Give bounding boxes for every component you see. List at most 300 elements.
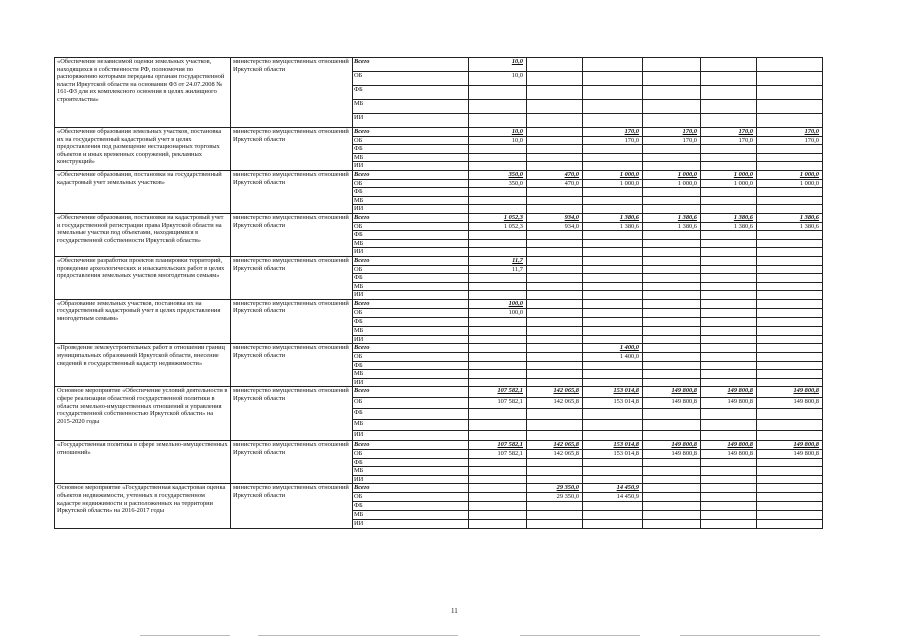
scan-artifact-line xyxy=(680,635,820,636)
executor-cell: министерство имущественных отношений Иркутской области xyxy=(231,387,353,441)
amount-cell xyxy=(583,248,643,257)
amount-cell: 1 000,0 xyxy=(701,170,757,179)
amount-cell xyxy=(701,100,757,114)
amount-cell: 10,0 xyxy=(469,128,527,137)
amount-cell xyxy=(469,145,527,154)
amount-cell xyxy=(583,274,643,283)
amount-cell: 1 400,0 xyxy=(583,353,643,362)
funding-source-cell: ОБ xyxy=(353,72,469,86)
amount-cell xyxy=(583,361,643,370)
amount-cell xyxy=(701,196,757,205)
amount-cell xyxy=(701,274,757,283)
amount-cell: 142 065,8 xyxy=(527,398,583,409)
amount-cell xyxy=(701,378,757,387)
amount-cell xyxy=(701,520,757,529)
amount-cell xyxy=(757,361,823,370)
funding-source-cell: МБ xyxy=(353,467,469,476)
amount-cell xyxy=(757,188,823,197)
amount-cell xyxy=(469,239,527,248)
amount-cell: 11,7 xyxy=(469,265,527,274)
amount-cell xyxy=(527,308,583,317)
amount-cell xyxy=(583,265,643,274)
executor-cell: министерство имущественных отношений Иркутской области xyxy=(231,256,353,299)
amount-cell xyxy=(757,420,823,431)
amount-cell xyxy=(469,484,527,493)
amount-cell xyxy=(527,188,583,197)
amount-cell xyxy=(643,361,701,370)
amount-cell xyxy=(469,378,527,387)
amount-cell xyxy=(469,282,527,291)
amount-cell xyxy=(527,282,583,291)
funding-source-cell: ФБ xyxy=(353,231,469,240)
amount-cell xyxy=(469,114,527,128)
amount-cell xyxy=(527,114,583,128)
funding-source-cell: ОБ xyxy=(353,179,469,188)
amount-cell xyxy=(469,511,527,520)
amount-cell xyxy=(583,196,643,205)
amount-cell xyxy=(469,458,527,467)
amount-cell xyxy=(527,72,583,86)
amount-cell xyxy=(701,58,757,72)
amount-cell xyxy=(527,291,583,300)
amount-cell xyxy=(643,231,701,240)
amount-cell xyxy=(583,317,643,326)
activity-name-cell: «Обеспечение образования, постановки на кадастровый учет и государственной регистрации права Иркутской области на земельные участки под объектами, находящимися в государственной собственности Иркутской области» xyxy=(55,213,231,256)
amount-cell xyxy=(583,282,643,291)
amount-cell xyxy=(643,353,701,362)
funding-source-cell: ИИ xyxy=(353,291,469,300)
amount-cell xyxy=(643,153,701,162)
amount-cell xyxy=(643,378,701,387)
funding-source-cell: МБ xyxy=(353,153,469,162)
amount-cell xyxy=(643,326,701,335)
table-row xyxy=(55,128,823,137)
scan-artifact-line xyxy=(140,635,230,636)
amount-cell xyxy=(469,502,527,511)
amount-cell xyxy=(469,231,527,240)
amount-cell: 170,0 xyxy=(643,136,701,145)
amount-cell: 1 000,0 xyxy=(583,179,643,188)
amount-cell xyxy=(643,282,701,291)
amount-cell xyxy=(643,86,701,100)
amount-cell: 153 014,8 xyxy=(583,441,643,450)
amount-cell xyxy=(469,153,527,162)
funding-source-cell: ИИ xyxy=(353,431,469,441)
activity-name-cell: «Обеспечение образования земельных участков, постановка их на государственный кадастровый учет в целях предоставления под размещение нестационарных торговых объектов и иных временных сооружений, рекламных конструкций» xyxy=(55,128,231,171)
amount-cell xyxy=(583,162,643,171)
amount-cell xyxy=(527,409,583,420)
amount-cell xyxy=(643,58,701,72)
amount-cell: 153 014,8 xyxy=(583,387,643,398)
amount-cell xyxy=(757,100,823,114)
amount-cell: 14 450,9 xyxy=(583,493,643,502)
funding-source-cell: МБ xyxy=(353,511,469,520)
amount-cell xyxy=(583,458,643,467)
amount-cell xyxy=(469,188,527,197)
executor-cell: министерство имущественных отношений Иркутской области xyxy=(231,299,353,344)
table-row xyxy=(55,344,823,353)
amount-cell xyxy=(701,326,757,335)
amount-cell xyxy=(527,239,583,248)
amount-cell xyxy=(701,361,757,370)
amount-cell xyxy=(701,162,757,171)
amount-cell: 1 000,0 xyxy=(643,170,701,179)
amount-cell xyxy=(583,335,643,344)
funding-source-cell: МБ xyxy=(353,239,469,248)
amount-cell xyxy=(527,511,583,520)
amount-cell xyxy=(469,467,527,476)
funding-source-cell: ОБ xyxy=(353,308,469,317)
table-row xyxy=(55,484,823,493)
amount-cell: 350,0 xyxy=(469,179,527,188)
amount-cell xyxy=(583,153,643,162)
amount-cell xyxy=(757,274,823,283)
amount-cell xyxy=(583,511,643,520)
amount-cell xyxy=(701,299,757,308)
amount-cell xyxy=(583,299,643,308)
amount-cell: 149 800,8 xyxy=(701,450,757,459)
amount-cell xyxy=(701,291,757,300)
amount-cell: 107 582,1 xyxy=(469,387,527,398)
amount-cell xyxy=(701,231,757,240)
amount-cell: 149 800,8 xyxy=(757,450,823,459)
amount-cell xyxy=(701,344,757,353)
amount-cell xyxy=(757,291,823,300)
amount-cell xyxy=(643,72,701,86)
amount-cell xyxy=(583,520,643,529)
amount-cell xyxy=(643,205,701,214)
funding-source-cell: МБ xyxy=(353,100,469,114)
amount-cell xyxy=(757,317,823,326)
funding-source-cell: Всего xyxy=(353,344,469,353)
amount-cell xyxy=(527,317,583,326)
table-row xyxy=(55,170,823,179)
amount-cell xyxy=(701,153,757,162)
amount-cell xyxy=(469,100,527,114)
amount-cell xyxy=(757,431,823,441)
amount-cell: 1 000,0 xyxy=(757,179,823,188)
amount-cell xyxy=(701,72,757,86)
amount-cell xyxy=(469,86,527,100)
funding-source-cell: ОБ xyxy=(353,353,469,362)
funding-source-cell: Всего xyxy=(353,299,469,308)
amount-cell xyxy=(583,72,643,86)
amount-cell xyxy=(757,409,823,420)
amount-cell xyxy=(757,502,823,511)
executor-cell: министерство имущественных отношений Иркутской области xyxy=(231,58,353,128)
amount-cell xyxy=(757,256,823,265)
amount-cell: 1 380,6 xyxy=(643,213,701,222)
amount-cell: 149 800,8 xyxy=(757,441,823,450)
amount-cell xyxy=(583,370,643,379)
amount-cell xyxy=(469,291,527,300)
activity-name-cell: «Обеспечение независимой оценки земельных участков, находящихся в собственности РФ, полномочия по распоряжению которыми переданы органам государственной власти Иркутской области на основании ФЗ от 24.07.2008 № 161-ФЗ для их комплексного освоения в целях жилищного строительства» xyxy=(55,58,231,128)
amount-cell xyxy=(643,265,701,274)
amount-cell xyxy=(757,344,823,353)
amount-cell xyxy=(701,502,757,511)
amount-cell xyxy=(701,335,757,344)
funding-source-cell: ОБ xyxy=(353,450,469,459)
amount-cell xyxy=(701,511,757,520)
amount-cell: 1 380,6 xyxy=(643,222,701,231)
amount-cell: 149 800,8 xyxy=(701,387,757,398)
funding-source-cell: ФБ xyxy=(353,274,469,283)
amount-cell xyxy=(527,86,583,100)
amount-cell xyxy=(583,409,643,420)
amount-cell xyxy=(527,153,583,162)
amount-cell xyxy=(583,502,643,511)
funding-source-cell: ФБ xyxy=(353,458,469,467)
funding-source-cell: Всего xyxy=(353,213,469,222)
amount-cell: 149 800,8 xyxy=(757,387,823,398)
amount-cell xyxy=(701,431,757,441)
amount-cell: 170,0 xyxy=(701,136,757,145)
funding-source-cell: ФБ xyxy=(353,188,469,197)
amount-cell xyxy=(527,136,583,145)
amount-cell xyxy=(643,145,701,154)
amount-cell xyxy=(527,58,583,72)
amount-cell: 149 800,8 xyxy=(643,450,701,459)
amount-cell xyxy=(757,493,823,502)
amount-cell: 149 800,8 xyxy=(757,398,823,409)
amount-cell xyxy=(583,326,643,335)
amount-cell xyxy=(757,162,823,171)
amount-cell xyxy=(757,484,823,493)
amount-cell xyxy=(643,420,701,431)
amount-cell xyxy=(643,299,701,308)
amount-cell xyxy=(757,196,823,205)
table-row xyxy=(55,58,823,72)
amount-cell: 1 380,6 xyxy=(757,222,823,231)
amount-cell xyxy=(757,467,823,476)
amount-cell xyxy=(527,378,583,387)
amount-cell xyxy=(701,353,757,362)
funding-source-cell: ИИ xyxy=(353,114,469,128)
amount-cell: 10,0 xyxy=(469,136,527,145)
amount-cell xyxy=(701,409,757,420)
amount-cell xyxy=(701,145,757,154)
amount-cell xyxy=(757,326,823,335)
amount-cell xyxy=(643,335,701,344)
amount-cell xyxy=(643,291,701,300)
amount-cell xyxy=(527,502,583,511)
amount-cell: 1 380,6 xyxy=(583,213,643,222)
amount-cell xyxy=(469,420,527,431)
amount-cell: 1 000,0 xyxy=(583,170,643,179)
amount-cell xyxy=(757,511,823,520)
executor-cell: министерство имущественных отношений Иркутской области xyxy=(231,441,353,484)
funding-source-cell: ОБ xyxy=(353,136,469,145)
amount-cell xyxy=(757,458,823,467)
budget-table xyxy=(54,57,823,529)
amount-cell xyxy=(583,475,643,484)
amount-cell: 142 065,8 xyxy=(527,441,583,450)
amount-cell xyxy=(701,308,757,317)
amount-cell: 170,0 xyxy=(757,136,823,145)
amount-cell xyxy=(469,248,527,257)
amount-cell xyxy=(757,353,823,362)
amount-cell xyxy=(643,248,701,257)
amount-cell xyxy=(757,299,823,308)
amount-cell xyxy=(701,282,757,291)
amount-cell xyxy=(469,475,527,484)
amount-cell: 170,0 xyxy=(643,128,701,137)
amount-cell xyxy=(701,370,757,379)
amount-cell xyxy=(527,256,583,265)
amount-cell xyxy=(643,162,701,171)
funding-source-cell: МБ xyxy=(353,420,469,431)
amount-cell xyxy=(757,248,823,257)
amount-cell xyxy=(527,353,583,362)
funding-source-cell: Всего xyxy=(353,484,469,493)
funding-source-cell: МБ xyxy=(353,326,469,335)
amount-cell: 470,0 xyxy=(527,170,583,179)
amount-cell xyxy=(469,335,527,344)
amount-cell: 14 450,9 xyxy=(583,484,643,493)
amount-cell xyxy=(583,205,643,214)
amount-cell xyxy=(527,196,583,205)
amount-cell: 153 014,8 xyxy=(583,450,643,459)
funding-source-cell: ФБ xyxy=(353,361,469,370)
amount-cell xyxy=(469,326,527,335)
amount-cell xyxy=(643,274,701,283)
amount-cell: 1 380,6 xyxy=(583,222,643,231)
table-row xyxy=(55,387,823,398)
amount-cell xyxy=(469,317,527,326)
table-row xyxy=(55,441,823,450)
funding-source-cell: МБ xyxy=(353,282,469,291)
funding-source-cell: ФБ xyxy=(353,317,469,326)
activity-name-cell: «Образование земельных участков, постановка их на государственный кадастровый учет в целях предоставления многодетным семьям» xyxy=(55,299,231,344)
amount-cell xyxy=(701,205,757,214)
amount-cell: 170,0 xyxy=(583,136,643,145)
amount-cell xyxy=(583,145,643,154)
amount-cell xyxy=(643,114,701,128)
amount-cell xyxy=(583,100,643,114)
amount-cell xyxy=(701,114,757,128)
funding-source-cell: ИИ xyxy=(353,205,469,214)
budget-table-body xyxy=(55,58,823,529)
amount-cell xyxy=(757,265,823,274)
funding-source-cell: ИИ xyxy=(353,335,469,344)
amount-cell: 170,0 xyxy=(583,128,643,137)
executor-cell: министерство имущественных отношений Иркутской области xyxy=(231,213,353,256)
funding-source-cell: ИИ xyxy=(353,475,469,484)
amount-cell xyxy=(701,484,757,493)
amount-cell xyxy=(701,86,757,100)
amount-cell: 11,7 xyxy=(469,256,527,265)
amount-cell xyxy=(757,475,823,484)
amount-cell xyxy=(701,188,757,197)
amount-cell xyxy=(469,205,527,214)
activity-name-cell: «Обеспечение образования, постановки на государственный кадастровый учет земельных участков» xyxy=(55,170,231,213)
amount-cell: 29 350,0 xyxy=(527,484,583,493)
amount-cell xyxy=(701,458,757,467)
amount-cell xyxy=(757,153,823,162)
amount-cell xyxy=(527,344,583,353)
amount-cell: 10,0 xyxy=(469,72,527,86)
amount-cell xyxy=(643,239,701,248)
amount-cell xyxy=(643,493,701,502)
amount-cell xyxy=(583,420,643,431)
amount-cell xyxy=(757,378,823,387)
amount-cell xyxy=(583,114,643,128)
executor-cell: министерство имущественных отношений Иркутской области xyxy=(231,170,353,213)
amount-cell xyxy=(757,370,823,379)
executor-cell: министерство имущественных отношений Иркутской области xyxy=(231,344,353,387)
amount-cell xyxy=(701,265,757,274)
amount-cell xyxy=(643,308,701,317)
amount-cell xyxy=(757,282,823,291)
amount-cell xyxy=(643,458,701,467)
funding-source-cell: ОБ xyxy=(353,265,469,274)
funding-source-cell: ФБ xyxy=(353,502,469,511)
amount-cell: 100,0 xyxy=(469,308,527,317)
amount-cell xyxy=(583,467,643,476)
amount-cell xyxy=(701,467,757,476)
amount-cell: 107 582,1 xyxy=(469,398,527,409)
amount-cell: 1 380,6 xyxy=(701,213,757,222)
funding-source-cell: Всего xyxy=(353,441,469,450)
amount-cell: 29 350,0 xyxy=(527,493,583,502)
amount-cell xyxy=(643,188,701,197)
amount-cell xyxy=(643,256,701,265)
amount-cell xyxy=(469,493,527,502)
amount-cell: 1 000,0 xyxy=(643,179,701,188)
amount-cell xyxy=(469,409,527,420)
amount-cell xyxy=(469,274,527,283)
amount-cell xyxy=(757,86,823,100)
amount-cell xyxy=(757,335,823,344)
amount-cell xyxy=(701,256,757,265)
page-number: 11 xyxy=(451,607,458,615)
amount-cell xyxy=(583,256,643,265)
executor-cell: министерство имущественных отношений Иркутской области xyxy=(231,128,353,171)
amount-cell: 107 582,1 xyxy=(469,450,527,459)
funding-source-cell: ОБ xyxy=(353,493,469,502)
scan-artifact-line xyxy=(258,635,458,636)
amount-cell xyxy=(701,493,757,502)
amount-cell xyxy=(527,205,583,214)
amount-cell: 470,0 xyxy=(527,179,583,188)
amount-cell xyxy=(701,475,757,484)
amount-cell: 149 800,8 xyxy=(643,398,701,409)
amount-cell xyxy=(701,420,757,431)
table-row xyxy=(55,213,823,222)
executor-cell: министерство имущественных отношений Иркутской области xyxy=(231,484,353,529)
amount-cell xyxy=(583,58,643,72)
amount-cell xyxy=(469,353,527,362)
amount-cell: 934,0 xyxy=(527,213,583,222)
amount-cell: 934,0 xyxy=(527,222,583,231)
amount-cell xyxy=(757,114,823,128)
amount-cell xyxy=(643,520,701,529)
amount-cell xyxy=(583,378,643,387)
funding-source-cell: Всего xyxy=(353,256,469,265)
amount-cell: 10,0 xyxy=(469,58,527,72)
amount-cell xyxy=(583,431,643,441)
amount-cell xyxy=(583,231,643,240)
funding-source-cell: ИИ xyxy=(353,162,469,171)
amount-cell xyxy=(527,420,583,431)
funding-source-cell: Всего xyxy=(353,387,469,398)
amount-cell xyxy=(757,520,823,529)
amount-cell: 107 582,1 xyxy=(469,441,527,450)
amount-cell xyxy=(583,188,643,197)
funding-source-cell: ФБ xyxy=(353,86,469,100)
amount-cell xyxy=(643,370,701,379)
funding-source-cell: Всего xyxy=(353,128,469,137)
